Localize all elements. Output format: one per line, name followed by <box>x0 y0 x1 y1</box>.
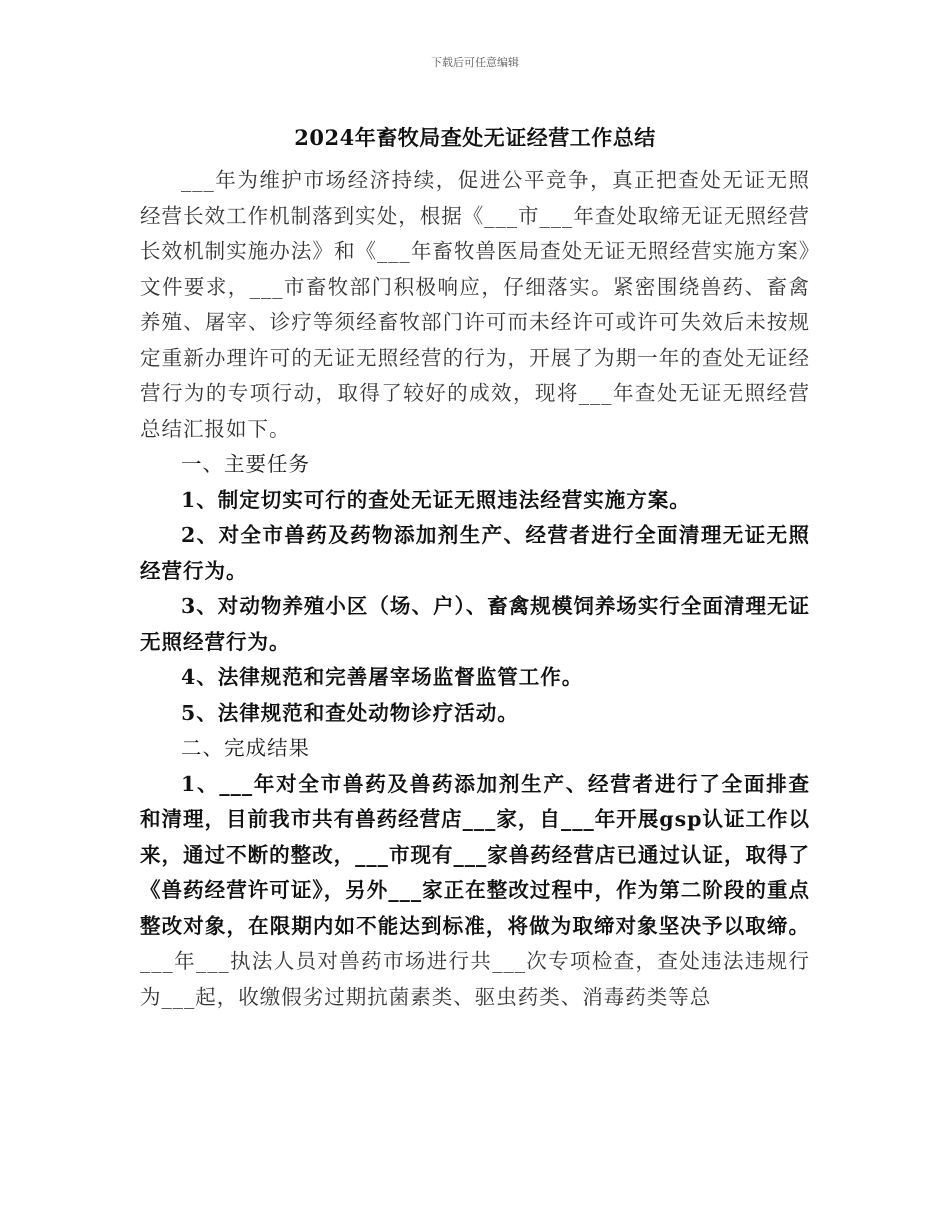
task-item-2: 2、对全市兽药及药物添加剂生产、经营者进行全面清理无证无照经营行为。 <box>140 523 810 583</box>
section-heading-tasks: 一、主要任务 <box>181 452 310 476</box>
result-paragraph-1-rest: ___年___执法人员对兽药市场进行共___次专项检查，查处违法违规行为___起，收缴假劣过期抗菌素类、驱虫药类、消毒药类等总 <box>140 949 810 1009</box>
intro-paragraph: ___年为维护市场经济持续，促进公平竞争，真正把查处无证无照经营长效工作机制落到实处，根据《___市___年查处取缔无证无照经营长效机制实施办法》和《___年畜牧兽医局查处无证无照经营实施方案》文件要求，___市畜牧部门积极响应，仔细落实。紧密围绕兽药、畜禽养殖、屠宰、诊疗等须经畜牧部门许可而未经许可或许可失效后未按规定重新办理许可的无证无照经营的行为，开展了为期一年的查处无证经营行为的专项行动，取得了较好的成效，现将___年查处无证无照经营总结汇报如下。 <box>140 168 810 441</box>
header-note: 下载后可任意编辑 <box>431 56 519 69</box>
document-title: 2024年畜牧局查处无证经营工作总结 <box>294 125 656 150</box>
task-item-1: 1、制定切实可行的查处无证无照违法经营实施方案。 <box>181 487 691 512</box>
result-paragraph-1-bold: 1、___年对全市兽药及兽药添加剂生产、经营者进行了全面排查和清理，目前我市共有兽药经营店___家，自___年开展gsp认证工作以来，通过不断的整改，___市现有___家兽药经营店已通过认证，取得了《兽药经营许可证》，另外___家正在整改过程中，作为第二阶段的重点整改对象，在限期内如不能达到标准，将做为取缔对象坚决予以取缔。 <box>140 771 810 938</box>
section-heading-results: 二、完成结果 <box>181 736 310 760</box>
document-body <box>140 163 810 1015</box>
task-item-3: 3、对动物养殖小区（场、户）、畜禽规模饲养场实行全面清理无证无照经营行为。 <box>140 594 810 654</box>
task-item-5: 5、法律规范和查处动物诊疗活动。 <box>181 700 519 725</box>
task-item-4: 4、法律规范和完善屠宰场监督监管工作。 <box>181 665 584 689</box>
result-paragraph-1 <box>140 767 810 1016</box>
